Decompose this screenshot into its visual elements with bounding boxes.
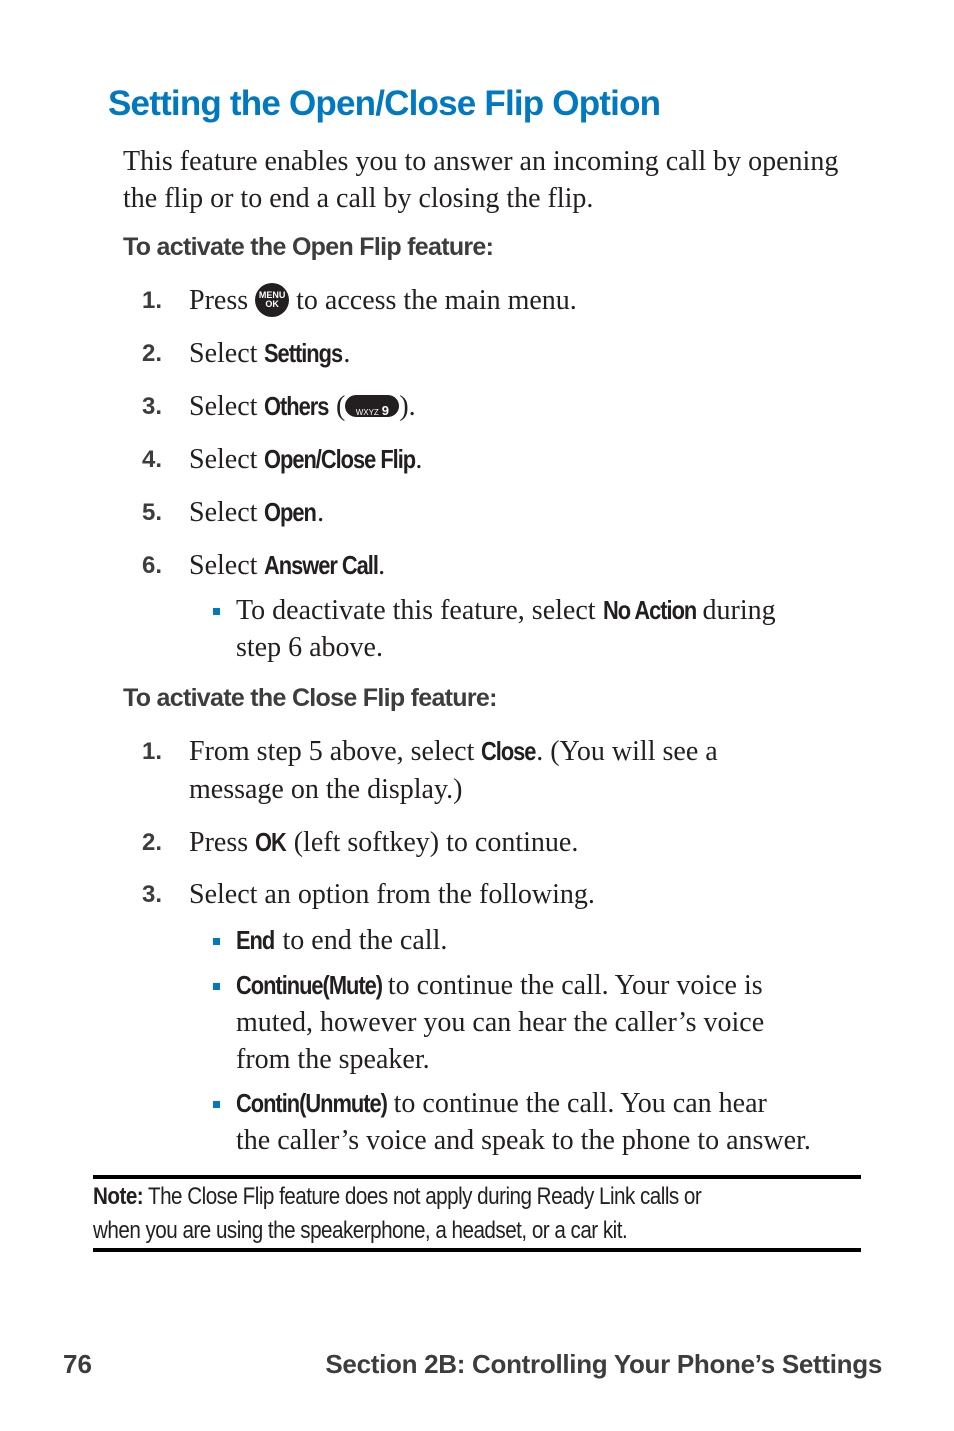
- menu-option: Answer Call: [264, 550, 379, 580]
- bullet-icon: [213, 938, 220, 945]
- bullet-text: the caller’s voice and speak to the phone to answer.: [236, 1125, 811, 1156]
- note-top-rule: [93, 1175, 861, 1179]
- step-text: to access the main menu.: [289, 285, 577, 316]
- step-number: 2.: [142, 829, 163, 856]
- step-text: (: [329, 391, 346, 422]
- step-number: 5.: [142, 499, 163, 526]
- step-text: Select: [189, 497, 265, 528]
- menu-option: Open/Close Flip: [264, 444, 416, 474]
- step-number: 2.: [142, 340, 163, 367]
- menu-option: Open: [264, 497, 317, 527]
- step-text: Select: [189, 550, 265, 581]
- step-text: (left softkey) to continue.: [286, 827, 579, 858]
- step-number: 6.: [142, 552, 163, 579]
- intro-paragraph: This feature enables you to answer an incoming call by opening the flip or to end a call by closing the flip.: [123, 146, 839, 214]
- note-text: The Close Flip feature does not apply during Ready Link calls or: [143, 1183, 702, 1210]
- bullet-text: To deactivate this feature, select: [236, 595, 603, 626]
- menu-option: Others: [264, 391, 329, 421]
- menu-option: Continue(Mute): [236, 970, 383, 1000]
- page-number: 76: [63, 1349, 92, 1379]
- bullet-text: to continue the call. Your voice is: [380, 970, 763, 1001]
- bullet-text: during: [695, 595, 776, 626]
- page-title: Setting the Open/Close Flip Option: [108, 84, 661, 123]
- step-number: 3.: [142, 881, 163, 908]
- step-text: .: [415, 444, 423, 475]
- step-text: .: [343, 338, 351, 369]
- bullet-icon: [213, 983, 220, 990]
- note-label: Note:: [93, 1183, 144, 1210]
- softkey-label: OK: [255, 827, 286, 857]
- bullet-text: to continue the call. You can hear: [386, 1088, 767, 1119]
- step-text: Select: [189, 338, 265, 369]
- menu-option: End: [236, 925, 275, 955]
- step-text: message on the display.): [189, 774, 463, 805]
- step-text: . (You will see a: [536, 736, 718, 767]
- bullet-icon: [213, 1101, 220, 1108]
- step-text: Select an option from the following.: [189, 879, 595, 910]
- bullet-text: from the speaker.: [236, 1044, 430, 1075]
- step-number: 1.: [142, 738, 163, 765]
- bullet-text: muted, however you can hear the caller’s voice: [236, 1007, 765, 1038]
- menu-option: No Action: [602, 595, 696, 625]
- section-footer: Section 2B: Controlling Your Phone’s Settings: [325, 1349, 882, 1379]
- step-number: 4.: [142, 446, 163, 473]
- note-bottom-rule: [93, 1248, 861, 1252]
- note-box: [93, 1180, 850, 1248]
- step-number: 3.: [142, 393, 163, 420]
- step-text: Press: [189, 827, 256, 858]
- step-text: ).: [399, 391, 416, 422]
- bullet-text: step 6 above.: [236, 632, 383, 663]
- menu-ok-key-icon: MENU OK: [255, 283, 289, 317]
- step-text: Press: [189, 285, 256, 316]
- step-text: .: [378, 550, 386, 581]
- bullet-text: to end the call.: [275, 925, 448, 956]
- step-number: 1.: [142, 287, 163, 314]
- menu-option: Close: [481, 736, 536, 766]
- step-text: From step 5 above, select: [189, 736, 482, 767]
- step-text: Select: [189, 391, 265, 422]
- step-text: Select: [189, 444, 265, 475]
- menu-option: Settings: [264, 338, 343, 368]
- note-text: when you are using the speakerphone, a headset, or a car kit.: [93, 1217, 628, 1244]
- menu-option: Contin(Unmute): [236, 1088, 387, 1118]
- open-flip-heading: To activate the Open Flip feature:: [123, 233, 494, 261]
- bullet-icon: [213, 608, 220, 615]
- wxyz-9-key-icon: WXYZ 9: [345, 395, 399, 417]
- step-text: .: [317, 497, 325, 528]
- close-flip-heading: To activate the Close Flip feature:: [123, 684, 497, 712]
